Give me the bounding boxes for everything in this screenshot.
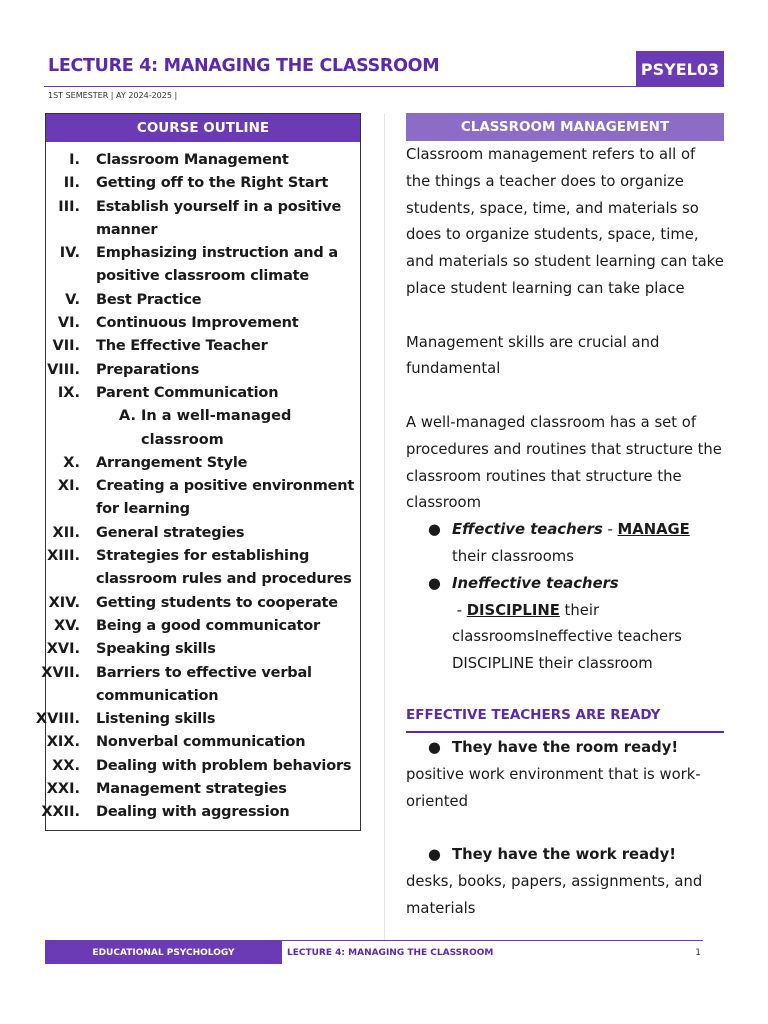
bullet-rest: their classrooms	[452, 547, 574, 565]
skills-paragraph: Management skills are crucial and fundamental	[406, 333, 660, 378]
outline-number: XVII.	[41, 664, 80, 681]
room-ready-item	[428, 735, 724, 762]
outline-number: XIII.	[47, 548, 80, 565]
course-outline-heading: COURSE OUTLINE	[46, 114, 360, 142]
outline-number: XII.	[52, 524, 80, 541]
outline-text: Continuous Improvement	[96, 315, 299, 332]
outline-item	[46, 452, 360, 475]
outline-number: XXII.	[41, 804, 80, 821]
bullet-separator: -	[452, 601, 467, 619]
outline-item	[46, 242, 360, 289]
outline-text: The Effective Teacher	[96, 338, 268, 355]
effective-teachers-ready-heading: EFFECTIVE TEACHERS ARE READY	[406, 707, 724, 733]
outline-item	[46, 638, 360, 661]
course-outline-box	[35, 113, 361, 831]
outline-item	[46, 149, 360, 172]
outline-item	[46, 755, 360, 778]
outline-text: Strategies for establishing classroom rules and procedures	[96, 548, 352, 588]
ineffective-teachers-term: Ineffective teachers	[452, 574, 619, 592]
outline-item	[46, 359, 360, 382]
bullet-dot-icon: ●	[428, 846, 441, 864]
teachers-bullet-list	[406, 517, 724, 678]
outline-list	[35, 149, 360, 825]
outline-item	[46, 312, 360, 335]
work-ready-description: desks, books, papers, assignments, and materials	[406, 872, 703, 917]
outline-item	[46, 196, 360, 243]
outline-text: Dealing with problem behaviors	[96, 757, 352, 774]
outline-number: XV.	[53, 617, 80, 634]
outline-number: I.	[69, 152, 80, 168]
classroom-management-heading: CLASSROOM MANAGEMENT	[406, 113, 724, 141]
outline-number: VI.	[57, 315, 80, 332]
outline-text: Barriers to effective verbal communication	[96, 664, 312, 704]
footer-course-name: EDUCATIONAL PSYCHOLOGY	[45, 941, 282, 964]
outline-number: II.	[63, 175, 80, 192]
bullet-dot-icon: ●	[428, 574, 441, 592]
outline-text: Getting off to the Right Start	[96, 175, 329, 192]
outline-item	[41, 662, 360, 709]
outline-item	[46, 475, 360, 522]
outline-text: Arrangement Style	[96, 454, 248, 471]
outline-number: XVI.	[46, 641, 80, 658]
outline-text: Establish yourself in a positive manner	[96, 198, 342, 238]
outline-number: IX.	[57, 384, 80, 401]
definition-paragraph: Classroom management refers to all of the things a teacher does to organize students, space, time, and materials so does to organize students, space, time, and materials so student learning can take place student learning can take place	[406, 146, 724, 297]
outline-sub-item	[46, 405, 360, 452]
outline-text: Creating a positive environment for learning	[96, 478, 355, 518]
page-title: LECTURE 4: MANAGING THE CLASSROOM	[48, 56, 440, 76]
outline-number: IV.	[59, 245, 80, 262]
outline-item	[46, 615, 360, 638]
outline-number: X.	[63, 454, 80, 471]
bullet-ineffective-teachers	[428, 571, 724, 678]
outline-item	[46, 731, 360, 754]
outline-text: Getting students to cooperate	[96, 594, 338, 611]
outline-item	[46, 545, 360, 592]
bullet-rest: their classroomsIneffective teachers DISCIPLINE their classroom	[452, 601, 682, 673]
outline-text: Parent Communication	[96, 384, 279, 401]
outline-item	[46, 172, 360, 195]
footer-lecture-title: LECTURE 4: MANAGING THE CLASSROOM	[287, 947, 494, 958]
outline-number: XIX.	[46, 734, 80, 751]
outline-sub-number: A.	[119, 408, 136, 425]
outline-number: III.	[58, 198, 80, 215]
work-ready-label: They have the work ready!	[452, 846, 677, 864]
routines-paragraph: A well-managed classroom has a set of procedures and routines that structure the classroom routines that structure the classroom	[406, 413, 722, 512]
outline-text: Best Practice	[96, 291, 202, 308]
outline-text: Dealing with aggression	[96, 804, 290, 821]
outline-number: XXI.	[46, 781, 80, 798]
outline-number: VIII.	[47, 361, 80, 378]
outline-item	[35, 708, 360, 731]
page-footer	[45, 940, 703, 964]
effective-teachers-term: Effective teachers	[452, 521, 603, 539]
outline-number: XI.	[57, 478, 80, 495]
outline-item	[46, 778, 360, 801]
footer-page-number: 1	[695, 947, 701, 958]
outline-number: XVIII.	[35, 711, 80, 728]
outline-text: Emphasizing instruction and a positive classroom climate	[96, 245, 338, 285]
outline-item	[46, 382, 360, 405]
outline-text: General strategies	[96, 524, 245, 541]
outline-number: V.	[65, 291, 80, 308]
outline-text: Management strategies	[96, 781, 287, 798]
outline-text: Listening skills	[96, 711, 216, 728]
outline-number: XX.	[52, 757, 80, 774]
outline-text: Nonverbal communication	[96, 734, 306, 751]
work-ready-item	[428, 842, 724, 869]
room-ready-description: positive work environment that is work-oriented	[406, 765, 701, 810]
outline-text: Preparations	[96, 361, 200, 378]
outline-text: Classroom Management	[96, 152, 289, 168]
outline-item	[41, 801, 360, 824]
bullet-dot-icon: ●	[428, 521, 441, 539]
discipline-keyword: DISCIPLINE	[466, 601, 560, 619]
outline-number: VII.	[52, 338, 80, 355]
outline-sub-text: In a well-managed classroom	[141, 408, 292, 448]
outline-item	[46, 289, 360, 312]
manage-keyword: MANAGE	[617, 521, 690, 539]
course-code-badge: PSYEL03	[636, 51, 724, 87]
outline-text: Being a good communicator	[96, 617, 320, 634]
bullet-dot-icon: ●	[428, 738, 441, 756]
bullet-effective-teachers	[428, 517, 724, 571]
right-column	[406, 113, 724, 923]
outline-item	[46, 335, 360, 358]
outline-item	[46, 592, 360, 615]
column-divider	[384, 114, 385, 940]
semester-line: 1ST SEMESTER | AY 2024-2025 |	[48, 91, 178, 100]
outline-item	[46, 522, 360, 545]
bullet-separator: -	[602, 521, 618, 539]
outline-number: XIV.	[48, 594, 80, 611]
room-ready-label: They have the room ready!	[452, 738, 679, 756]
title-rule	[44, 86, 724, 87]
outline-text: Speaking skills	[96, 641, 216, 658]
